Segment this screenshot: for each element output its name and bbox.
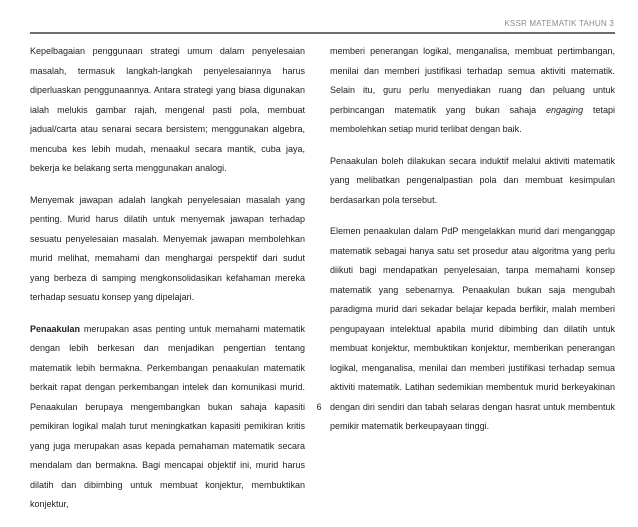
left-column bbox=[30, 42, 305, 527]
paragraph-strategi: Kepelbagaian penggunaan strategi umum dalam penyelesaian masalah, termasuk langkah-langkah penyelesaiannya harus diperluaskan penggunaannya. Antara strategi yang biasa digunakan ialah melukis gambar rajah, mengenal pasti pola, membuat jadual/carta atau senarai secara bersistem; menggunakan algebra, mencuba kes lebih mudah, menaakul secara mantik, cuba jaya, bekerja ke belakang serta menggunakan analogi. bbox=[30, 46, 305, 173]
paragraph-justifikasi-text-1: memberi penerangan logikal, menganalisa, membuat pertimbangan, menilai dan memberi justifikasi terhadap semua aktiviti matematik. Selain itu, guru perlu menyediakan ruang dan peluang untuk perbincangan matematik yang bukan sahaja bbox=[330, 46, 615, 115]
paragraph-menyemak-jawapan: Menyemak jawapan adalah langkah penyelesaian masalah yang penting. Murid harus dilatih untuk menyemak jawapan terhadap sesuatu penyelesaian masalah. Menyemak jawapan membolehkan murid melihat, memahami dan menghargai perspektif dari sudut yang berbeza di samping mengkonsolidasikan kefahaman mereka terhadap sesuatu konsep yang dipelajari. bbox=[30, 194, 305, 302]
term-penaakulan: Penaakulan bbox=[30, 323, 81, 334]
term-engaging: engaging bbox=[546, 104, 584, 115]
paragraph-justifikasi-text-2: tetapi membolehkan setiap murid terlibat dengan baik. bbox=[330, 104, 615, 134]
paragraph-penaakulan-text: merupakan asas penting untuk memahami matematik dengan lebih berkesan dan menjadikan pengertian tentang matematik lebih bermakna. Perkembangan penaakulan matematik berkait rapat dengan perkembangan intelek dan komunikasi murid. Penaakulan berupaya mengembangkan bukan sahaja kapasiti pemikiran logikal malah turut meningkatkan kapasiti pemikiran kritis yang juga merupakan asas kepada pemahaman matematik secara mendalam dan bermakna. Bagi mencapai objektif ini, murid harus dilatih dan dibimbing untuk membuat konjektur, membuktikan konjektur, bbox=[30, 323, 305, 509]
paragraph-elemen-penaakulan: Elemen penaakulan dalam PdP mengelakkan murid dari menganggap matematik sebagai hanya satu set prosedur atau algoritma yang perlu diikuti bagi mendapatkan penyelesaian, tanpa memahami konsep matematik yang sebenarnya. Penaakulan bukan saja mengubah paradigma murid dari sekadar belajar kepada berfikir, malah memberi pengupayaan intelektual apabila murid dibimbing dan dilatih untuk membuat konjektur, membuktikan konjektur, memberikan penerangan logikal, menganalisa, menilai dan memberi justifikasi terhadap semua aktiviti matematik. Latihan sedemikian membentuk murid berkeyakinan dengan diri sendiri dan tabah selaras dengan hasrat untuk membentuk pemikir matematik berkeupayaan tinggi. bbox=[330, 226, 615, 431]
paragraph-penaakulan bbox=[30, 320, 305, 515]
right-column bbox=[330, 42, 615, 449]
page-number: 6 bbox=[316, 402, 322, 412]
paragraph-induktif: Penaakulan boleh dilakukan secara induktif melalui aktiviti matematik yang melibatkan pengenalpastian pola dan membuat kesimpulan berdasarkan pola tersebut. bbox=[330, 155, 615, 205]
paragraph-justifikasi bbox=[330, 42, 615, 140]
header-divider bbox=[30, 32, 615, 34]
document-header-title: KSSR MATEMATIK TAHUN 3 bbox=[504, 19, 614, 28]
